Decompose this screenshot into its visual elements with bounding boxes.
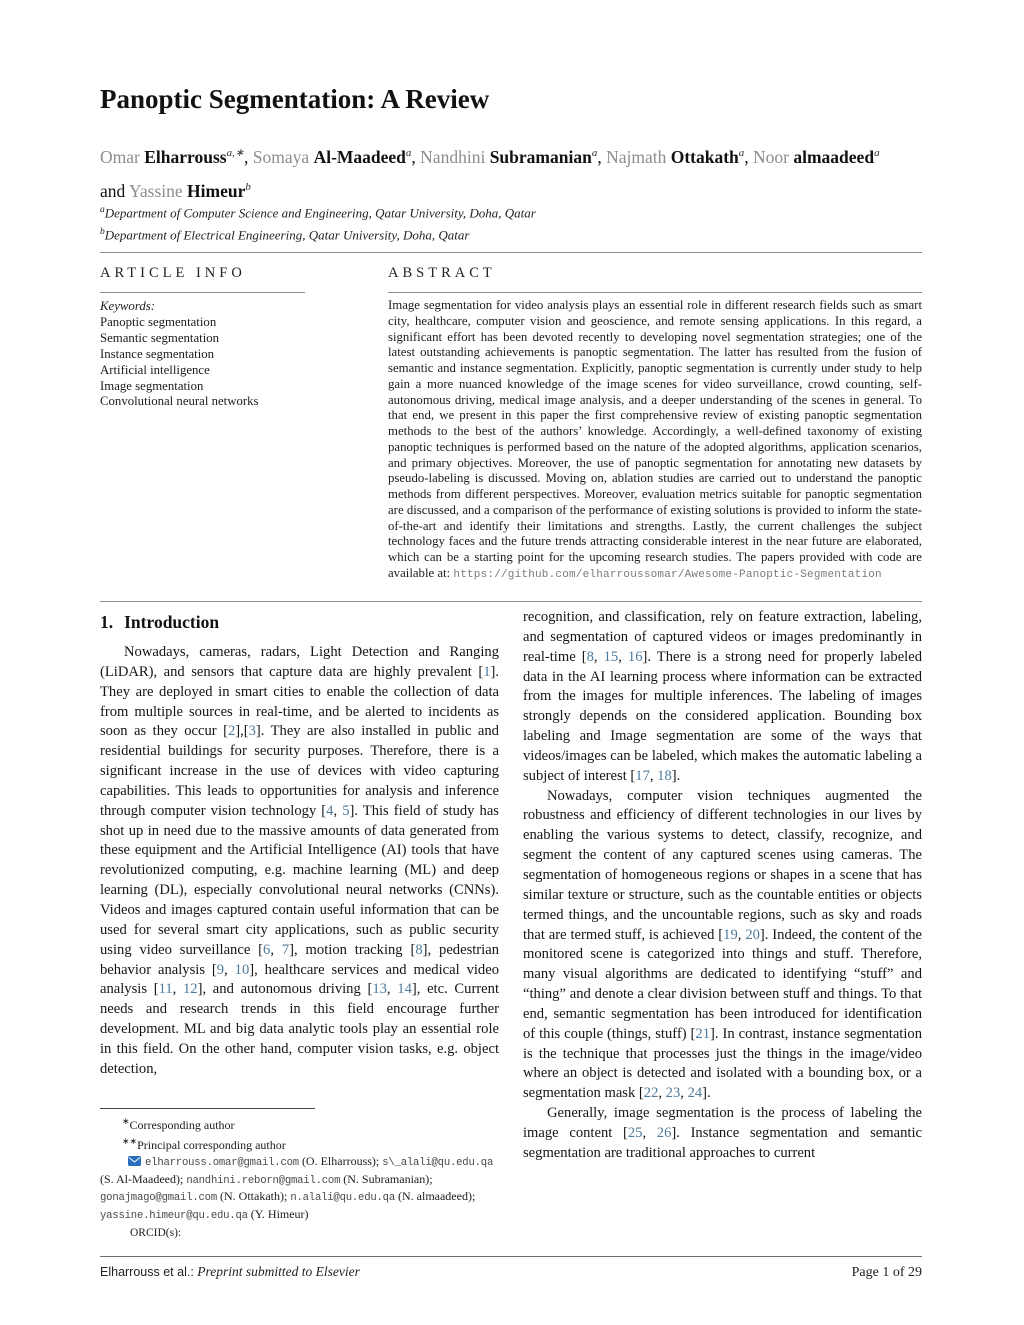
citation-ref[interactable]: 15 (603, 648, 619, 665)
keywords-block (100, 299, 350, 410)
author-line (100, 138, 880, 206)
affiliation: $^b$Department of Electrical Engineering, Qatar University, Doha, Qatar (100, 226, 470, 243)
citation-ref[interactable]: 23 (665, 1085, 681, 1102)
citation-ref[interactable]: 7 (281, 941, 290, 958)
right-column (523, 608, 922, 1164)
intro-paragraph: Generally, image segmentation is the process of labeling the image content [25, 26]. Instance segmentation and semantic segmentation are traditional approaches to current (523, 1105, 922, 1161)
header-top-rule (100, 252, 922, 253)
citation-ref[interactable]: 25 (627, 1124, 643, 1141)
keyword: Image segmentation (100, 378, 204, 393)
email-icon (128, 1156, 141, 1166)
paper-title: Panoptic Segmentation: A Review (100, 84, 490, 114)
citation-ref[interactable]: 18 (657, 767, 672, 784)
keyword: Instance segmentation (100, 346, 215, 361)
author-name: Noor almaadeed$^a$ and (100, 146, 880, 201)
intro-paragraph: Nowadays, computer vision techniques augmented the robustness and efficiency of different technologies in our lives by enabling the various systems to detect, classify, recognize, and segment the content of any captured scenes using cameras. The segmentation of homogeneous regions or shapes in a scene that has similar texture or structure, such as the countable entities or objects termed things, and the uncountable regions, such as sky and roads that are termed stuff, is achieved [19, 20]. Indeed, the content of the monitored scene is categorized into things and stuff. Therefore, many visual algorithms are dedicated to identifying “stuff” and “thing” and denote a clear division between stuff and things. To that end, semantic segmentation has been introduced for identification of this couple (things, stuff) [21]. In contrast, instance segmentation is the technique that processes just the things in the image/video where an object is detected and isolated with a bounding box, or a segmentation mask [22, 23, 24]. (523, 787, 923, 1102)
citation-ref[interactable]: 6 (263, 941, 271, 958)
citation-ref[interactable]: 22 (643, 1085, 659, 1102)
code-repo-link[interactable]: https://github.com/elharroussomar/Awesome-Panoptic-Segmentation (453, 568, 882, 581)
article-info-rule (100, 292, 305, 293)
citation-ref[interactable]: 2 (227, 723, 236, 740)
author-name: Yassine Himeur$^b$ (129, 180, 251, 201)
author-name: Somaya Al-Maadeed$^a$, (252, 146, 416, 167)
footnote-principal: ∗∗Principal corresponding author (122, 1135, 286, 1152)
abstract-header: ABSTRACT (388, 265, 496, 281)
keyword: Semantic segmentation (100, 330, 220, 345)
abstract-rule (388, 292, 922, 293)
keyword: Artificial intelligence (100, 362, 210, 377)
citation-ref[interactable]: 8 (586, 648, 594, 665)
citation-ref[interactable]: 13 (372, 981, 387, 998)
author-name: Najmath Ottakath$^a$, (606, 146, 749, 167)
intro-paragraph: recognition, and classification, rely on feature extraction, labeling, and segmentation of captured videos or images predominantly in real-time [8, 15, 16]. There is a strong need for properly labeled data in the AI learning process where information can be extracted from the images for multiple inferences. The labeling of images strongly depends on the considered application. Bounding box labeling and Image segmentation are some of the ways that videos/images can be labeled, which makes the automatic labeling a subject of interest [17, 18]. (523, 609, 923, 784)
keywords-label: Keywords: (100, 299, 155, 313)
citation-ref[interactable]: 19 (723, 926, 738, 943)
citation-ref[interactable]: 24 (687, 1085, 703, 1102)
citation-ref[interactable]: 20 (745, 926, 760, 943)
footer-rule (100, 1256, 922, 1257)
citation-ref[interactable]: 8 (415, 941, 423, 958)
citation-ref[interactable]: 26 (656, 1124, 672, 1141)
keyword: Panoptic segmentation (100, 314, 217, 329)
citation-ref[interactable]: 17 (635, 767, 650, 784)
citation-ref[interactable]: 9 (216, 961, 225, 978)
citation-ref[interactable]: 16 (627, 648, 643, 665)
citation-ref[interactable]: 11 (158, 981, 173, 998)
orcid-label: ORCID(s): (130, 1227, 182, 1239)
citation-ref[interactable]: 10 (234, 961, 250, 978)
citation-ref[interactable]: 21 (695, 1025, 710, 1042)
citation-ref[interactable]: 1 (483, 663, 491, 680)
citation-ref[interactable]: 14 (397, 981, 412, 998)
page-footer (100, 1263, 922, 1281)
footnote-corresponding: ∗Corresponding author (122, 1116, 235, 1132)
section-heading-introduction: 1. Introduction (100, 612, 220, 632)
section-divider-rule (100, 601, 922, 602)
affiliation: $^a$Department of Computer Science and Engineering, Qatar University, Doha, Qatar (100, 205, 536, 221)
footnote-block (100, 1108, 502, 1242)
article-info-header: ARTICLE INFO (100, 265, 246, 281)
affiliations (100, 201, 536, 245)
citation-ref[interactable]: 3 (248, 723, 256, 740)
contact-emails: elharrouss.omar@gmail.com (O. Elharrouss); s\_alali@qu.edu.qa (S. Al-Maadeed); nandhini.reborn@gmail.com (N. Subramanian); gonajmago@gmail.com (N. Ottakath); n.alali@qu.edu.qa (N. almaadeed); yassine.himeur@qu.edu.qa (Y. Himeur) (100, 1154, 494, 1222)
citation-ref[interactable]: 4 (326, 802, 334, 819)
abstract-text: Image segmentation for video analysis plays an essential role in different research fields such as smart city, healthcare, computer vision and geoscience, and remote sensing applications. In this regard, a significant effort has been devoted recently to developing novel segmentation strategies; one of the latest outstanding achievements is panoptic segmentation. The latter has resulted from the fusion of semantic and instance segmentation. Explicitly, panoptic segmentation is currently under study to help gain a more nuanced knowledge of the image scenes for video surveillance, crowd counting, self-autonomous driving, medical image analysis, and a deeper understanding of the scenes in general. To that end, we present in this paper the first comprehensive review of existing panoptic segmentation methods to the best of the authors’ knowledge. Accordingly, a well-defined taxonomy of existing panoptic techniques is performed based on the nature of the adopted algorithms, application scenarios, and primary objectives. Moreover, the use of panoptic segmentation for annotating new datasets by pseudo-labeling is discussed. Moving on, ablation studies are carried out to understand the panoptic methods from different perspectives. Moreover, evaluation metrics suitable for panoptic segmentation are discussed, and a comparison of the performance of existing solutions is provided to inform the state-of-the-art and identify their limitations and strengths. Lastly, the current challenges the subject technology faces and the future trends attracting considerable interest in the near future are elaborated, which can be a starting point for the upcoming research studies. The papers provided with code are available at: https://github.com/elharroussomar/Awesome-Panoptic-Segmentation (388, 298, 922, 581)
citation-ref[interactable]: 12 (183, 981, 198, 998)
author-name: Omar Elharrouss$^{a,∗}$, (100, 146, 249, 167)
intro-paragraph: Nowadays, cameras, radars, Light Detection and Ranging (LiDAR), and sensors that capture data are highly prevalent [1]. They are deployed in smart cities to enable the collection of data from multiple sources in real-time, and be alerted to incidents as soon as they occur [2],[3]. They are also installed in public and residential buildings for security purposes. Therefore, there is a significant increase in the use of devices with video capturing capabilities. This leads to opportunities for analysis and inference through computer vision technology [4, 5]. This field of study has shot up in need due to the massive amounts of data generated from these equipment and the Artificial Intelligence (AI) tools that have revolutionized computing, e.g. machine learning (ML) and deep learning (DL), especially convolutional neural networks (CNNs). Videos and images captured contain useful information that can be used for several smart city applications, such as public security using video surveillance [6, 7], motion tracking [8], pedestrian behavior analysis [9, 10], healthcare services and medical video analysis [11, 12], and autonomous driving [13, 14], etc. Current needs and research trends in this field encourage further development. ML and big data analytic tools play an essential role in this field. On the other hand, computer vision tasks, e.g. object detection, (100, 644, 500, 1077)
keyword: Convolutional neural networks (100, 394, 259, 409)
author-name: Nandhini Subramanian$^a$, (420, 146, 602, 167)
citation-ref[interactable]: 5 (342, 802, 350, 819)
page-number: Page 1 of 29 (851, 1265, 922, 1280)
left-column (100, 610, 499, 1080)
footer-running-title: Elharrouss et al.: Preprint submitted to Elsevier (100, 1264, 360, 1279)
footnote-rule (100, 1108, 315, 1109)
